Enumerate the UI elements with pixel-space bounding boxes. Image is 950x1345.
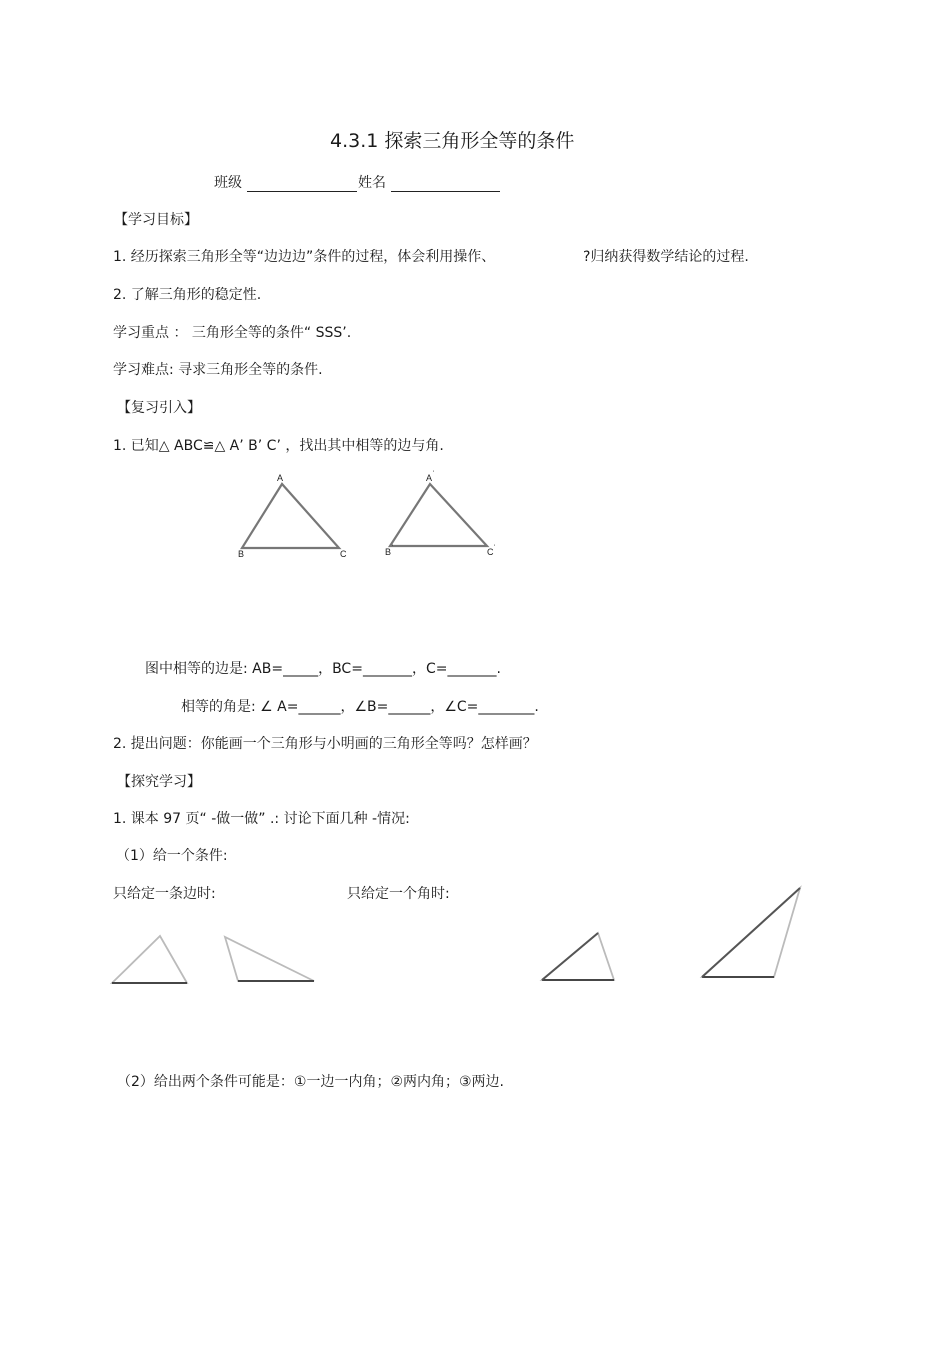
prime-mark-b: ' [392,545,394,551]
section-review: 【复习引入】 [117,400,201,416]
prime-mark-c: ' [494,545,496,551]
vertex-c-prime-label: C [487,547,494,557]
learning-focus: 学习重点 ： 三角形全等的条件“ SSS’. [113,325,352,341]
triangle-abc [242,484,339,548]
learning-difficulty: 学习难点: 寻求三角形全等的条件. [113,362,323,378]
class-label: 班级 [214,175,242,191]
side-triangle-2 [225,937,314,981]
triangle-abc-prime [390,484,487,546]
section-goals: 【学习目标】 [114,212,198,228]
one-side-label: 只给定一条边时: [113,886,216,902]
vertex-b-label: B [238,549,245,559]
prime-mark-a: ' [433,471,435,477]
goal-1-right: ?归纳获得数学结论的过程. [583,249,749,265]
explore-question-1: 1. 课本 97 页“ -做一做” .: 讨论下面几种 -情况: [113,811,410,827]
name-label: 姓名 [358,175,386,191]
vertex-c-label: C [340,549,347,559]
review-question-1: 1. 已知△ ABC≌△ A’ B’ C’ ，找出其中相等的边与角. [113,438,444,454]
vertex-a-prime-label: A [426,473,433,483]
goal-2: 2. 了解三角形的稳定性. [113,287,262,303]
one-angle-label: 只给定一个角时: [347,886,450,902]
case-one-condition: （1）给一个条件: [116,848,228,864]
goal-1-left: 1. 经历探索三角形全等“边边边”条件的过程，体会利用操作、 [113,249,496,265]
equal-angles: 相等的角是: ∠ A=______，∠B=______，∠C=________. [181,699,539,715]
case-two-conditions: （2）给出两个条件可能是：①一边一内角；②两内角；③两边. [117,1074,505,1090]
equal-sides: 图中相等的边是: AB=_____，BC=_______，C=_______. [145,661,501,677]
review-question-2: 2. 提出问题：你能画一个三角形与小明画的三角形全等吗？怎样画？ [113,736,537,752]
vertex-a-label: A [277,473,284,483]
section-explore: 【探究学习】 [117,774,201,790]
vertex-b-prime-label: B [385,547,392,557]
page-title: 4.3.1 探索三角形全等的条件 [330,130,575,152]
angle-triangle-1 [542,933,614,980]
side-triangle-1 [112,936,187,983]
